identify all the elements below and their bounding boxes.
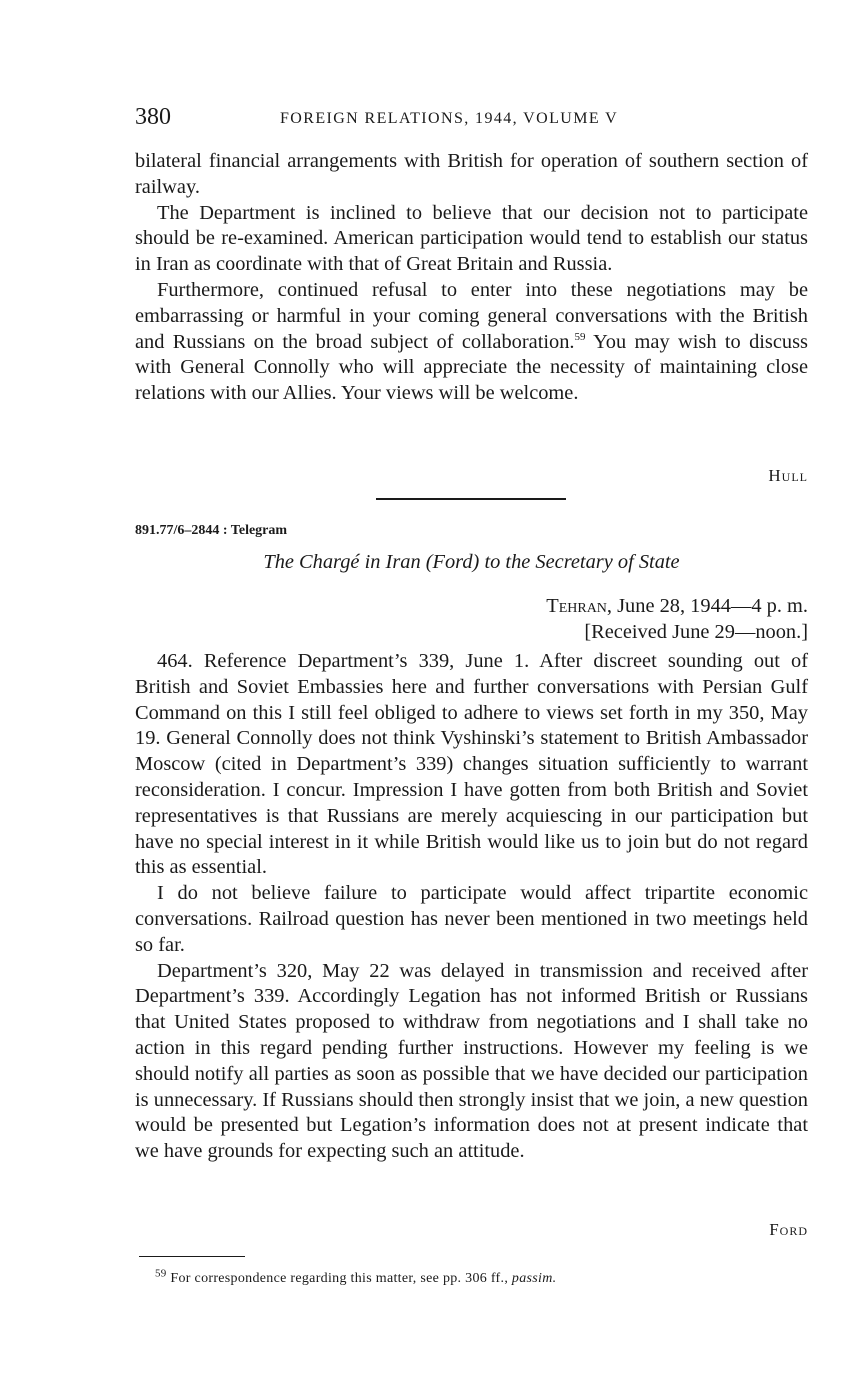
signature-ford: Ford xyxy=(769,1220,808,1239)
ford-telegram-body xyxy=(135,649,808,1165)
footnote-text: For correspondence regarding this matter, see pp. 306 ff., xyxy=(166,1271,512,1286)
dateline-date: , June 28, 1944—4 p. m. xyxy=(606,595,808,617)
received-note: [Received June 29—noon.] xyxy=(584,621,808,643)
document-title: The Chargé in Iran (Ford) to the Secretary of State xyxy=(263,551,680,573)
signature-hull: Hull xyxy=(768,466,808,485)
paragraph: The Department is inclined to believe that our decision not to participate should be re-examined. American participation would tend to establish our status in Iran as coordinate with that of Great Britain and Russia. xyxy=(135,201,808,276)
paragraph xyxy=(135,278,808,407)
footnote xyxy=(155,1267,557,1287)
dateline-place: Tehran xyxy=(546,595,607,617)
paragraph-text: You may wish to discuss with General Connolly who will appreciate the necessity of maintaining close relations with our Allies. Your views will be welcome. xyxy=(135,330,808,405)
paragraph: Department’s 320, May 22 was delayed in transmission and received after Department’s 339. Accordingly Legation has not informed British or Russians that United States proposed to withdraw from negotiations and I shall take no action in this regard pending further instructions. However my feeling is we should notify all parties as soon as possible that we have decided our participation is unnecessary. If Russians should then strongly insist that we join, a new question would be presented but Legation’s information does not at present indicate that we have grounds for expecting such an attitude. xyxy=(135,959,808,1163)
paragraph-text: Furthermore, continued refusal to enter into these negotiations may be embarrassing or harmful in your coming general conversations with the British and Russians on the broad subject of collaboration. xyxy=(135,278,808,353)
footnote-number: 59 xyxy=(155,1267,167,1280)
hull-telegram-body xyxy=(135,149,808,407)
footnote-reference[interactable]: 59 xyxy=(574,330,586,343)
footnote-italic: passim. xyxy=(511,1271,557,1286)
paragraph: I do not believe failure to participate would affect tripartite economic conversations. Railroad question has never been mentioned in two meetings held so far. xyxy=(135,882,808,956)
section-divider xyxy=(376,498,566,500)
paragraph: bilateral financial arrangements with British for operation of southern section of railway. xyxy=(135,150,808,198)
file-reference: 891.77/6–2844 : Telegram xyxy=(135,523,288,538)
page-number: 380 xyxy=(135,104,171,130)
paragraph: 464. Reference Department’s 339, June 1. After discreet sounding out of British and Soviet Embassies here and further conversations with Persian Gulf Command on this I still feel obliged to adhere to views set forth in my 350, May 19. General Connolly does not think Vyshinski’s statement to British Ambassador Moscow (cited in Department’s 339) changes situation sufficiently to warrant reconsideration. I concur. Impression I have gotten from both British and Soviet representatives is that Russians are merely acquiescing in our participation but have no special interest in it while British would like us to join but do not regard this as essential. xyxy=(135,650,808,879)
footnote-rule xyxy=(139,1256,245,1257)
page-header xyxy=(135,104,808,136)
running-head: FOREIGN RELATIONS, 1944, VOLUME V xyxy=(280,110,619,127)
dateline xyxy=(546,595,808,618)
